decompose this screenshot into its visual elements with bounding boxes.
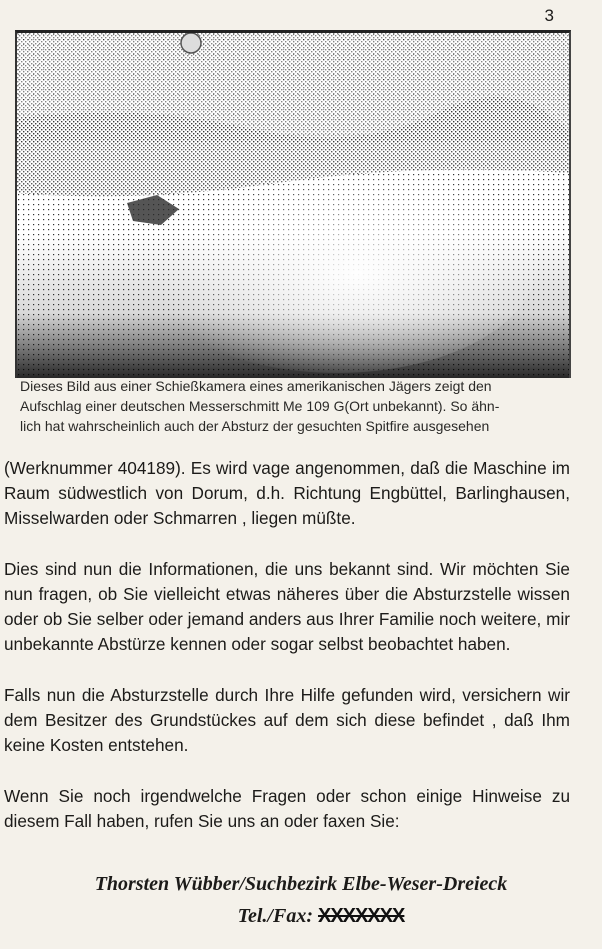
contact-number-redacted: XXXXXXX (317, 905, 405, 927)
contact-line (238, 900, 405, 932)
contact-label: Tel./Fax: (237, 905, 313, 927)
page-number: 3 (544, 6, 554, 25)
photo-illustration (17, 33, 569, 378)
photo-caption (20, 376, 565, 436)
gun-camera-photo (15, 30, 571, 378)
paragraph-werknummer: (Werknummer 404189). Es wird vage angenommen, daß die Maschine im Raum südwestlich von Dorum, d.h. Richtung Engbüttel, Barlinghausen, Misselwarden oder Schmarren , liegen müßte. (4, 458, 570, 528)
caption-line: Dieses Bild aus einer Schießkamera eines amerikanischen Jägers zeigt den (20, 378, 492, 394)
signature-block (0, 868, 602, 932)
paragraph-landowner: Falls nun die Absturzstelle durch Ihre Hilfe gefunden wird, versichern wir dem Besitzer des Grundstückes auf dem sich diese befindet , daß Ihm keine Kosten entstehen. (4, 685, 570, 755)
paragraph-information: Dies sind nun die Informationen, die uns bekannt sind. Wir möchten Sie nun fragen, ob Sie vielleicht etwas näheres über die Absturzstelle wissen oder ob Sie selber oder jemand anders aus Ihrer Familie noch weitere, mir unbekannte Abstürze kennen oder sogar selbst beobachtet haben. (4, 559, 570, 654)
letter-body (4, 456, 570, 834)
signature-name: Thorsten Wübber/Suchbezirk Elbe-Weser-Dreieck (94, 873, 508, 895)
caption-line: lich hat wahrscheinlich auch der Absturz der gesuchten Spitfire ausgesehen (20, 418, 490, 434)
paragraph-contact-request: Wenn Sie noch irgendwelche Fragen oder schon einige Hinweise zu diesem Fall haben, rufen Sie uns an oder faxen Sie: (4, 786, 570, 831)
caption-line: Aufschlag einer deutschen Messerschmitt Me 109 G(Ort unbekannt). So ähn- (20, 398, 500, 414)
